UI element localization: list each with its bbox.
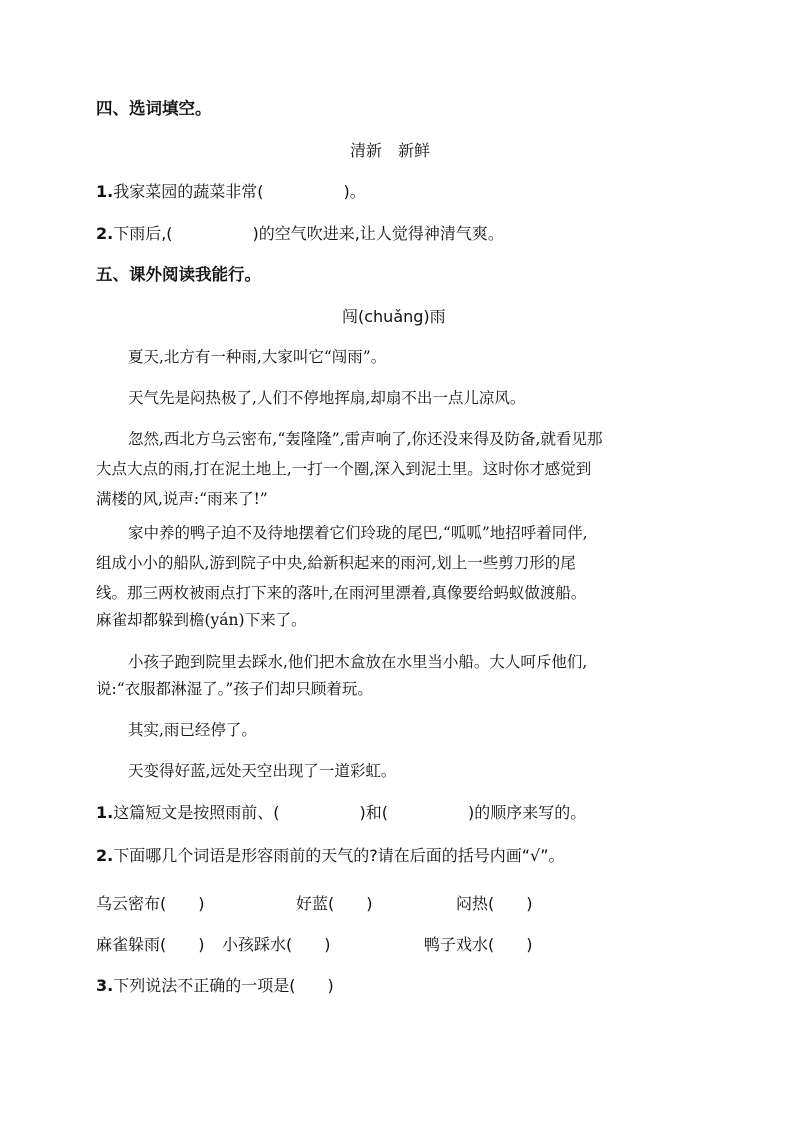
passage-line: 天变得好蓝,远处天空出现了一道彩虹。 [128,762,397,780]
passage-title: 闯(chuǎng)雨 [342,307,446,326]
option-yazi: 鸭子戏水( ) [424,935,533,954]
passage-line: 忽然,西北方乌云密布,“轰隆隆”,雷声响了,你还没来得及防备,就看见那 [128,430,603,448]
section4-heading: 四、选词填空。 [96,99,212,118]
section5-heading: 五、课外阅读我能行。 [96,265,261,284]
question-number: 1. [96,803,114,822]
word-bank: 清新 新鲜 [350,141,431,160]
question-number: 1. [96,182,114,201]
section4-question-2 [96,223,504,245]
passage-line: 线。那三两枚被雨点打下来的落叶,在雨河里漂着,真像要给蚂蚁做渡船。 [96,584,587,602]
option-maque: 麻雀躲雨( ) [96,935,205,954]
question-number: 3. [96,976,114,995]
passage-line: 家中养的鸭子迫不及待地摆着它们玲珑的尾巴,“呱呱”地招呼着同伴, [128,524,588,542]
question-number: 2. [96,846,114,865]
passage-line: 组成小小的船队,游到院子中央,給新积起来的雨河,划上一些剪刀形的尾 [96,554,576,572]
question-text: 下雨后,( )的空气吹进来,让人觉得神清气爽。 [113,224,504,243]
passage-line: 小孩子跑到院里去踩水,他们把木盒放在水里当小船。大人呵斥他们, [128,653,588,671]
passage-line: 其实,雨已经停了。 [128,721,257,739]
section4-question-1 [96,181,366,203]
section5-question-3 [96,975,334,997]
passage-line: 麻雀却都躲到檐(yán)下来了。 [96,611,307,629]
option-xiaohai: 小孩踩水( ) [222,935,331,954]
question-text: 这篇短文是按照雨前、( )和( )的顺序来写的。 [113,803,587,822]
question-text: 我家菜园的蔬菜非常( )。 [113,182,366,201]
passage-line: 天气先是闷热极了,人们不停地挥扇,却扇不出一点儿凉风。 [128,389,526,407]
question-text: 下列说法不正确的一项是( ) [113,976,334,995]
question-text: 下面哪几个词语是形容雨前的天气的?请在后面的括号内画“√”。 [113,846,565,865]
question-number: 2. [96,224,114,243]
section5-question-2 [96,845,565,867]
passage-line: 大点大点的雨,打在泥土地上,一打一个圈,深入到泥土里。这时你才感觉到 [96,460,592,478]
passage-line: 夏天,北方有一种雨,大家叫它“闯雨”。 [128,348,387,366]
option-menre: 闷热( ) [456,894,533,913]
option-wuyun: 乌云密布( ) [96,894,205,913]
passage-line: 说:“衣服都淋湿了。”孩子们却只顾着玩。 [96,680,373,698]
section5-question-1 [96,802,586,824]
option-haolan: 好蓝( ) [296,894,373,913]
passage-line: 满楼的风,说声:“雨来了!” [96,490,268,508]
